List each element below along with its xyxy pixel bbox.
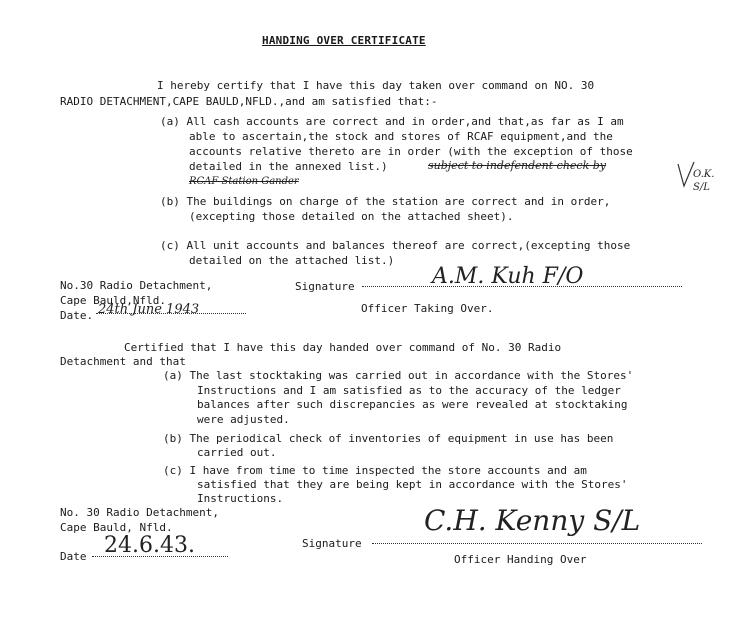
margin-initials: O.K. S/L (693, 169, 715, 193)
handing-over-item-b-line-2: carried out. (197, 446, 277, 459)
taking-over-signature-label: Signature (295, 280, 355, 293)
officer-taking-over-label: Officer Taking Over. (361, 302, 494, 315)
taking-over-item-a-line-1: (a) All cash accounts are correct and in order,and that,as far as I am (160, 115, 624, 128)
handing-over-item-a-line-2: Instructions and I am satisfied as to the accuracy of the ledger (197, 384, 621, 397)
taking-over-item-a-line-4: detailed in the annexed list.) (189, 160, 388, 173)
handing-over-intro-line-2: Detachment and that (60, 355, 186, 368)
certificate-title: HANDING OVER CERTIFICATE (262, 34, 426, 47)
taking-over-item-c-line-1: (c) All unit accounts and balances thereof are correct,(excepting those (160, 239, 631, 252)
officer-handing-over-label: Officer Handing Over (454, 553, 587, 566)
struck-handwritten-note-2: RCAF Station Gander (189, 176, 299, 187)
handing-over-date-label: Date (60, 550, 87, 563)
handing-over-item-a-line-1: (a) The last stocktaking was carried out in accordance with the Stores' (163, 369, 634, 382)
handing-over-item-b-line-1: (b) The periodical check of inventories of equipment in use has been (163, 432, 614, 445)
handing-over-signature-dotline (372, 543, 702, 544)
handing-over-item-c-line-1: (c) I have from time to time inspected the store accounts and am (163, 464, 587, 477)
handing-over-signature-handwritten: C.H. Kenny S/L (424, 504, 641, 537)
struck-handwritten-note-1: subject to indefendent check by (428, 159, 607, 172)
taking-over-item-b-line-2: (excepting those detailed on the attached sheet). (189, 210, 514, 223)
handing-over-intro-line-1: Certified that I have this day handed over command of No. 30 Radio (124, 341, 562, 354)
handing-over-unit-line-1: No. 30 Radio Detachment, (60, 506, 219, 519)
taking-over-item-a-line-3: accounts relative thereto are in order (with the exception of those (189, 145, 633, 158)
handing-over-item-c-line-3: Instructions. (197, 492, 284, 505)
handing-over-item-c-line-2: satisfied that they are being kept in accordance with the Stores' (197, 478, 628, 491)
handing-over-signature-label: Signature (302, 537, 362, 550)
handing-over-item-a-line-3: balances after such discrepancies as were revealed at stocktaking (197, 398, 628, 411)
taking-over-unit-line-2: Cape Bauld,Nfld. (60, 294, 166, 307)
taking-over-item-a-line-2: able to ascertain,the stock and stores of RCAF equipment,and the (189, 130, 613, 143)
taking-over-intro-line-1: I hereby certify that I have this day taken over command on NO. 30 (157, 79, 595, 92)
taking-over-date-handwritten: 24th June 1943 (98, 302, 200, 317)
taking-over-item-c-line-2: detailed on the attached list.) (189, 254, 395, 267)
taking-over-item-b-line-1: (b) The buildings on charge of the station are correct and in order, (160, 195, 611, 208)
taking-over-unit-line-1: No.30 Radio Detachment, (60, 279, 213, 292)
handing-over-date-handwritten: 24.6.43. (104, 533, 195, 558)
taking-over-intro-line-2: RADIO DETACHMENT,CAPE BAULD,NFLD.,and am satisfied that:- (60, 95, 438, 108)
handing-over-unit-line-2: Cape Bauld, Nfld. (60, 521, 173, 534)
taking-over-date-label: Date. (60, 309, 94, 322)
handing-over-item-a-line-4: were adjusted. (197, 413, 290, 426)
margin-tick-mark (676, 160, 696, 190)
taking-over-signature-handwritten: A.M. Kuh F/O (432, 264, 584, 289)
